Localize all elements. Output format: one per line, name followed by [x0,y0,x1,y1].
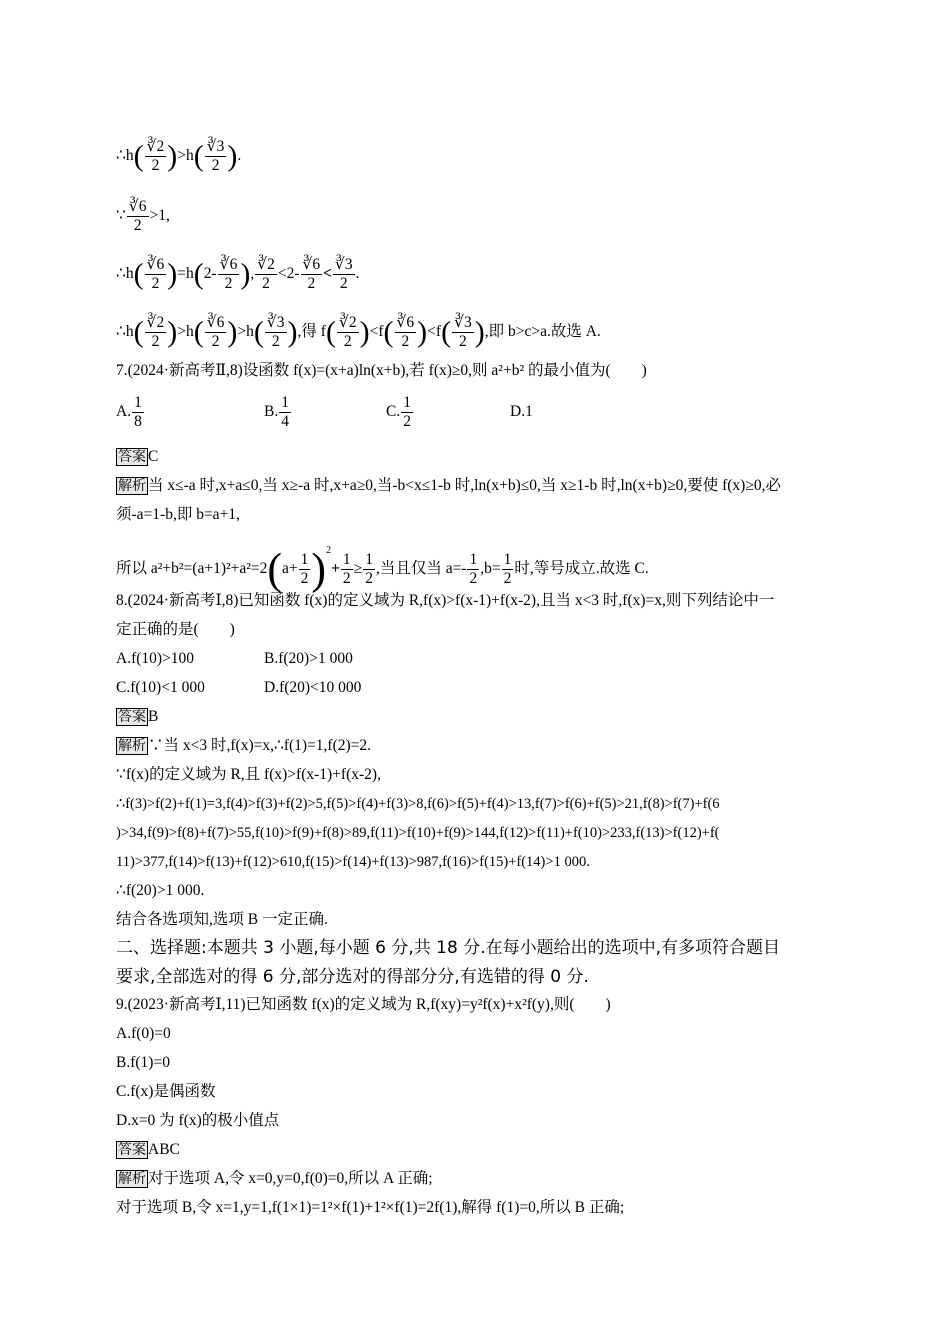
question-9-analysis-1: 解析 对于选项 A,令 x=0,y=0,f(0)=0,所以 A 正确; [118,1170,433,1187]
fraction: $\frac{∛2}{2}$ [146,138,165,174]
answer-tag: 答案 [118,449,146,465]
option-d: D.f(20)<10 000 [264,679,362,696]
option-a: A.f(10)>100 [116,650,195,667]
question-7-options [116,394,533,431]
question-8-analysis-7: 结合各选项知,选项 B 一定正确. [116,911,328,928]
answer-tag: 答案 [118,1142,146,1158]
fraction: $\frac{∛6}{2}$ [128,198,147,234]
question-8-analysis-6: ∴f(20)>1 000. [116,882,205,899]
answer-tag: 答案 [118,709,146,725]
option-c: C.f(x)是偶函数 [116,1083,216,1100]
option-b: B.f(1)=0 [116,1054,170,1071]
question-8-stem-1: 8.(2024·新高考Ⅰ,8)已知函数 f(x)的定义域为 R,f(x)>f(x-1)+f(x-2),且当 x<3 时,f(x)=x,则下列结论中一 [116,592,775,609]
question-9-analysis-2: 对于选项 B,令 x=1,y=1,f(1×1)=1²×f(1)+1²×f(1)=2f(1),解得 f(1)=0,所以 B 正确; [116,1199,625,1216]
question-7-answer: 答案 C [118,448,159,465]
question-8-answer: 答案 B [118,708,159,725]
question-7-analysis-3: 所以 a²+b²=(a+1)²+a²=2(a+ $\frac{1}{2}$ )$^2$+ $\frac{1}{2}$ ≥ $\frac{1}{2}$ ,当且仅当 a=- $\frac{1}{2}$ ,b= $\frac{1}{2}$ 时,等号成立.故选 C. [116,544,649,594]
option-d: D.1 [510,403,533,421]
section-2-heading-2: 要求,全部选对的得 6 分,部分选对的得部分分,有选错的得 0 分. [116,967,589,987]
derivation-line-1: ∴h( $\frac{∛2}{2}$ )>h( $\frac{∛3}{2}$ ). [116,138,242,174]
derivation-line-3: ∴h( $\frac{∛6}{2}$ )=h(2- $\frac{∛6}{2}$ ), $\frac{∛2}{2}$ <2- $\frac{∛6}{2}$ < $\frac{∛3}{2}$ . [116,256,360,292]
question-7-stem: 7.(2024·新高考Ⅱ,8)设函数 f(x)=(x+a)ln(x+b),若 f(x)≥0,则 a²+b² 的最小值为( ) [116,362,647,379]
question-8-options-1 [116,648,353,670]
fraction: $\frac{∛3}{2}$ [206,138,225,174]
question-8-analysis-5: 11)>377,f(14)>f(13)+f(12)>610,f(15)>f(14)+f(13)>987,f(16)>f(15)+f(14)>1 000. [116,854,590,870]
analysis-tag: 解析 [118,478,146,494]
option-c: C. $\frac{1}{2}$ [386,394,411,430]
section-2-heading-1: 二、选择题:本题共 3 小题,每小题 6 分,共 18 分.在每小题给出的选项中,有多项符合题目 [116,938,781,958]
option-a: A. $\frac{1}{8}$ [116,394,142,430]
analysis-tag: 解析 [118,738,146,754]
option-d: D.x=0 为 f(x)的极小值点 [116,1112,280,1129]
option-c: C.f(10)<1 000 [116,679,205,696]
question-8-analysis-4: )>34,f(9)>f(8)+f(7)>55,f(10)>f(9)+f(8)>89,f(11)>f(10)+f(9)>144,f(12)>f(11)+f(10)>233,f(13)>f(12)+f( [116,825,720,841]
analysis-tag: 解析 [118,1171,146,1187]
question-8-analysis-2: ∵f(x)的定义域为 R,且 f(x)>f(x-1)+f(x-2), [116,766,381,783]
question-8-analysis-1: 解析 ∵当 x<3 时,f(x)=x,∴f(1)=1,f(2)=2. [118,737,372,754]
question-8-stem-2: 定正确的是( ) [116,621,235,638]
option-b: B.f(20)>1 000 [264,650,353,667]
question-9-answer: 答案 ABC [118,1141,180,1158]
question-9-stem: 9.(2023·新高考Ⅰ,11)已知函数 f(x)的定义域为 R,f(xy)=y²f(x)+x²f(y),则( ) [116,996,611,1013]
option-b: B. $\frac{1}{4}$ [264,394,289,430]
question-8-options-2 [116,677,361,699]
question-8-analysis-3: ∴f(3)>f(2)+f(1)=3,f(4)>f(3)+f(2)>5,f(5)>f(4)+f(3)>8,f(6)>f(5)+f(4)>13,f(7)>f(6)+f(5)>21,f(8)>f(7)+f(6 [116,796,720,812]
option-a: A.f(0)=0 [116,1025,171,1042]
question-7-analysis-2: 须-a=1-b,即 b=a+1, [116,506,240,523]
question-7-analysis-1: 解析 当 x≤-a 时,x+a≤0,当 x≥-a 时,x+a≥0,当-b<x≤1-b 时,ln(x+b)≤0,当 x≥1-b 时,ln(x+b)≥0,要使 f(x)≥0,必 [118,477,781,494]
derivation-line-4: ∴h( $\frac{∛2}{2}$ )>h( $\frac{∛6}{2}$ )>h( $\frac{∛3}{2}$ ),得 f( $\frac{∛2}{2}$ )<f( $\frac{∛6}{2}$ )<f( $\frac{∛3}{2}$ ),即 b>c>a.故选 A. [116,314,601,350]
derivation-line-2: ∵ $\frac{∛6}{2}$ >1, [116,198,170,234]
